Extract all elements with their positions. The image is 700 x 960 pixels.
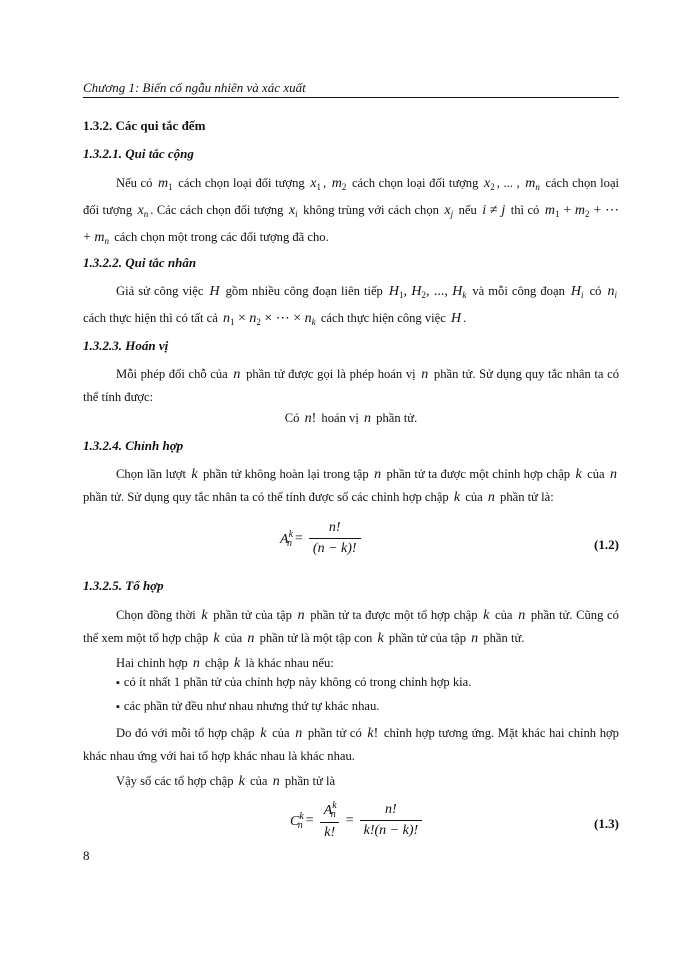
page-number: 8 bbox=[83, 848, 90, 863]
subsection-title-arrangement: 1.3.2.4. Chỉnh hợp bbox=[83, 438, 184, 453]
running-header: Chương 1: Biến cố ngẫu nhiên và xác xuất bbox=[83, 80, 619, 98]
permutation-paragraph: Mỗi phép đổi chỗ của n phần tử được gọi là phép hoán vị n phần tử. Sử dụng quy tắc nhân ta có thể tính được: bbox=[83, 367, 620, 404]
combination-paragraph-3: Do đó với mỗi tổ hợp chập k của n phần tử có k! chỉnh hợp tương ứng. Mặt khác hai chỉnh hợp khác nhau ứng với hai tổ hợp khác nhau là khác nhau. bbox=[83, 726, 619, 763]
section-title: 1.3.2. Các qui tắc đếm bbox=[83, 118, 206, 133]
equation-number-1-2: (1.2) bbox=[594, 537, 619, 552]
formula-combination: $C^k_n$ = $\frac{A^k_n}{k!}$ = $\frac{n!}{k!(n - k)!}$ bbox=[290, 800, 425, 841]
subsection-title-addition-rule: 1.3.2.1. Qui tắc cộng bbox=[83, 146, 194, 161]
combination-paragraph-4: Vậy số các tổ hợp chập k của n phần tử là bbox=[116, 774, 336, 789]
bullet-item-2: ▪ các phần tử đều như nhau nhưng thứ tự khác nhau. bbox=[116, 699, 379, 714]
bullet-item-1: ▪ có ít nhất 1 phần tử của chỉnh hợp này không có trong chỉnh hợp kia. bbox=[116, 675, 471, 690]
multiplication-rule-paragraph: Giả sử công việc H gồm nhiều công đoạn liên tiếp $H_1$, $H_2$, ..., $H_k$ và mỗi công đoạn $H_i$ có $n_i$ cách thực hiện thì có tất cả $n_1 \times n_2$ × ⋯ × $n_k$ cách thực hiện công việc H . bbox=[83, 284, 618, 327]
subsection-title-multiplication-rule: 1.3.2.2. Qui tắc nhân bbox=[83, 255, 197, 270]
combination-paragraph-1: Chọn đồng thời k phần tử của tập n phần tử ta được một tổ hợp chập k của n phần tử. Cũng có thể xem một tổ hợp chập k của n phần tử là một tập con k phần tử của tập n phần tử. bbox=[83, 608, 619, 646]
combination-paragraph-2: Hai chỉnh hợp n chập k là khác nhau nếu: bbox=[116, 656, 334, 671]
equation-number-1-3: (1.3) bbox=[594, 816, 619, 831]
permutation-statement: Có n! hoán vị n phần tử. bbox=[284, 411, 418, 426]
addition-rule-paragraph: Nếu có $m_1$ cách chọn loại đối tượng $x_1$ , $m_2$ cách chọn loại đối tượng $x_2$ , ... , $m_n$ cách chọn loại đối tượng $x_n$ . Các cách chọn đối tượng $x_i$ không trùng với cách chọn $x_j$ nếu i ≠ j thì có $m_1 + m_2$ + ⋯ + $m_n$ cách chọn một trong các đối tượng đã cho. bbox=[83, 176, 620, 246]
subsection-title-combination: 1.3.2.5. Tổ hợp bbox=[83, 578, 164, 593]
formula-arrangement: $A^k_n$ = $\frac{n!}{(n - k)!}$ bbox=[280, 520, 364, 557]
arrangement-paragraph: Chọn lần lượt k phần tử không hoàn lại trong tập n phần tử ta được một chỉnh hợp chập k của n phần tử. Sử dụng quy tắc nhân ta có thể tính được số các chỉnh hợp chập k của n phần tử là: bbox=[83, 467, 618, 505]
subsection-title-permutation: 1.3.2.3. Hoán vị bbox=[83, 338, 169, 353]
